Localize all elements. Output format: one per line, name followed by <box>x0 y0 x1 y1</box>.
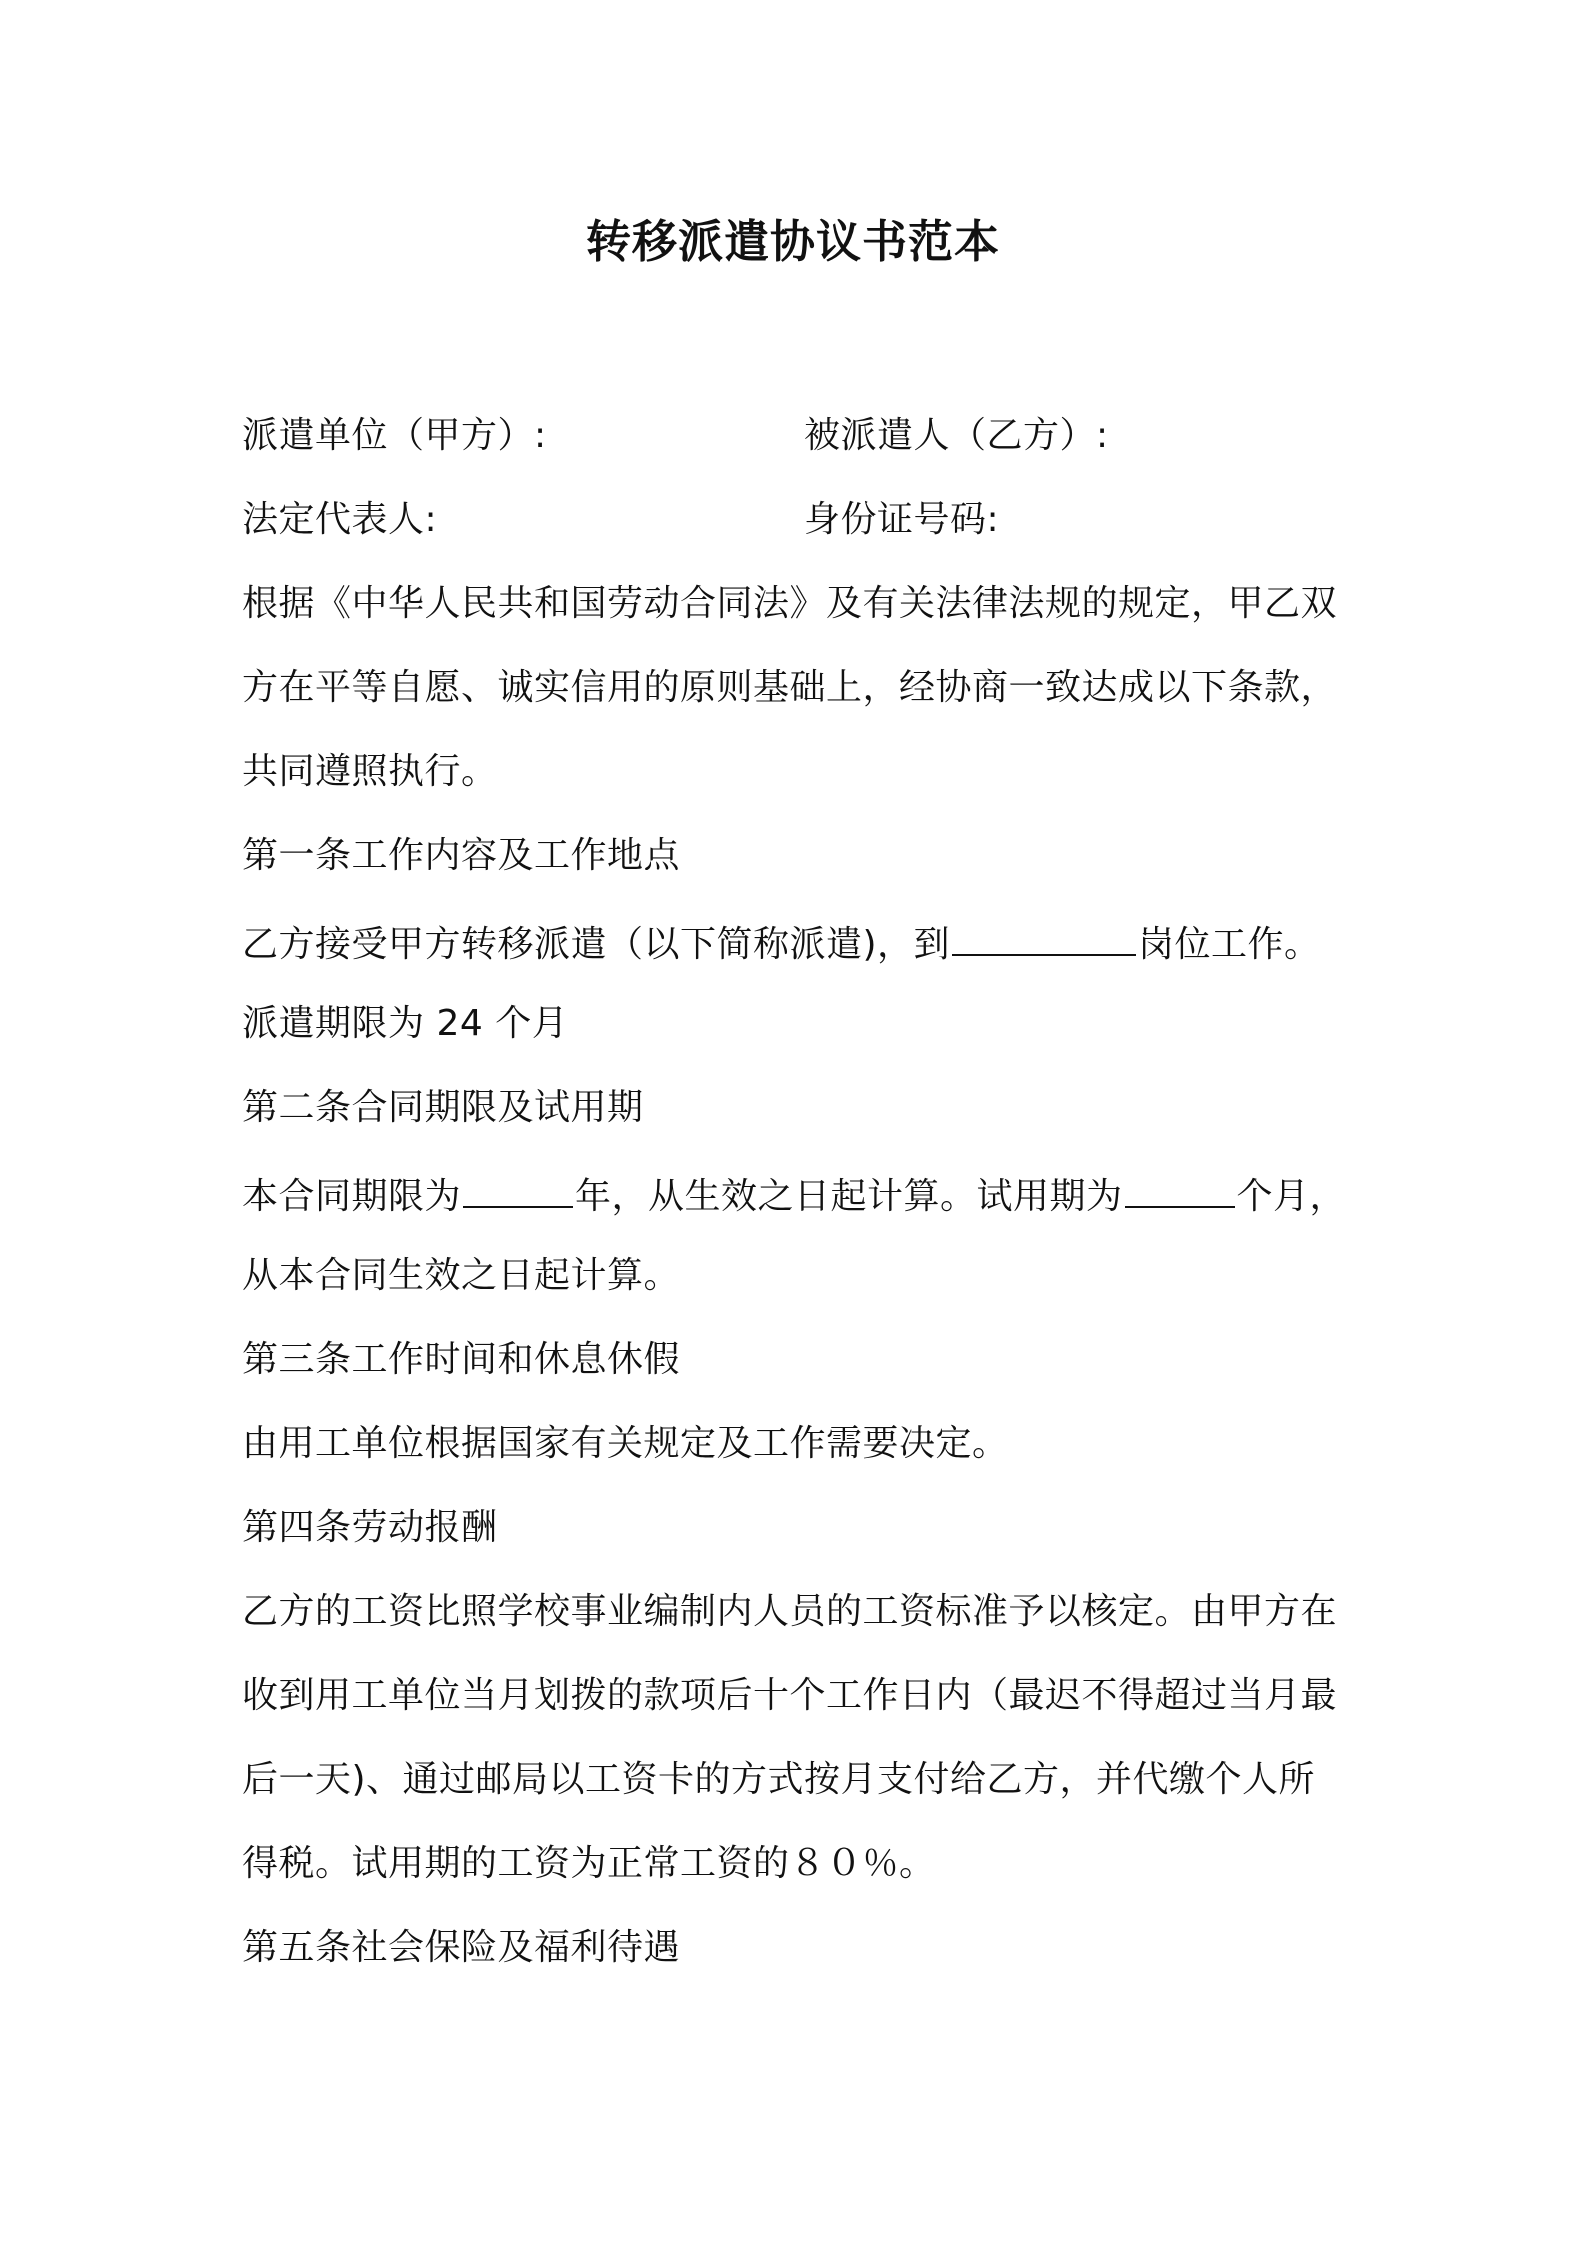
article-4-line: 得税。试用期的工资为正常工资的８０％。 <box>242 1843 936 1884</box>
page-title: 转移派遣协议书范本 <box>585 215 1000 268</box>
article-1-text-before-blank: 乙方接受甲方转移派遣（以下简称派遣)，到 <box>242 924 951 965</box>
article-2-text-part: 年，从生效之日起计算。试用期为 <box>575 1176 1123 1217</box>
preamble-line: 共同遵照执行。 <box>242 751 498 792</box>
preamble-line: 方在平等自愿、诚实信用的原则基础上，经协商一致达成以下条款， <box>242 667 1338 708</box>
party-a-label: 派遣单位（甲方）: <box>242 415 547 456</box>
position-blank <box>952 910 1136 956</box>
article-2-text-part: 本合同期限为 <box>242 1176 462 1217</box>
article-2-line <box>242 1162 1352 1246</box>
article-4-heading: 第四条劳动报酬 <box>242 1507 498 1548</box>
article-1-line <box>242 910 1352 994</box>
preamble-line: 根据《中华人民共和国劳动合同法》及有关法律法规的规定，甲乙双 <box>242 583 1338 624</box>
article-4-line: 乙方的工资比照学校事业编制内人员的工资标准予以核定。由甲方在 <box>242 1591 1338 1632</box>
article-1-text-after-blank: 岗位工作。 <box>1138 924 1321 965</box>
document-body <box>242 406 1352 2002</box>
article-2-text-part: 个月， <box>1236 1176 1347 1217</box>
party-b-label: 被派遣人（乙方）: <box>804 415 1109 456</box>
id-number-label: 身份证号码: <box>804 499 1000 540</box>
article-2-line: 从本合同生效之日起计算。 <box>242 1255 681 1296</box>
party-row <box>242 406 1352 490</box>
representative-row <box>242 490 1352 574</box>
article-3-heading: 第三条工作时间和休息休假 <box>242 1339 681 1380</box>
article-4-line: 后一天)、通过邮局以工资卡的方式按月支付给乙方，并代缴个人所 <box>242 1759 1316 1800</box>
probation-months-blank <box>1125 1162 1235 1208</box>
article-4-line: 收到用工单位当月划拨的款项后十个工作日内（最迟不得超过当月最 <box>242 1675 1338 1716</box>
article-5-heading: 第五条社会保险及福利待遇 <box>242 1927 681 1968</box>
article-1-heading: 第一条工作内容及工作地点 <box>242 835 681 876</box>
contract-years-blank <box>463 1162 573 1208</box>
legal-rep-label: 法定代表人: <box>242 499 438 540</box>
article-2-heading: 第二条合同期限及试用期 <box>242 1087 644 1128</box>
article-1-line: 派遣期限为 24 个月 <box>242 1003 569 1044</box>
article-3-line: 由用工单位根据国家有关规定及工作需要决定。 <box>242 1423 1009 1464</box>
